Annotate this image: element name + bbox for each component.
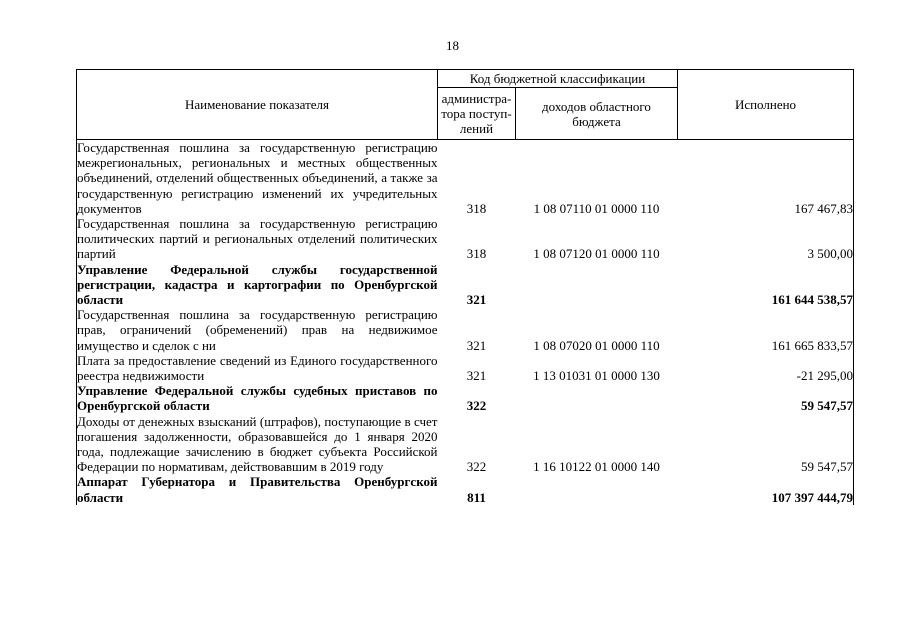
table-body <box>77 140 854 505</box>
row-code <box>516 262 678 308</box>
row-amount: 3 500,00 <box>678 216 854 262</box>
header-code: доходов областного бюджета <box>516 88 678 140</box>
header-amount: Исполнено <box>678 70 854 140</box>
row-code <box>516 383 678 413</box>
table-row <box>77 383 854 413</box>
table-row <box>77 140 854 217</box>
table-row <box>77 216 854 262</box>
table-row <box>77 474 854 504</box>
row-amount: 59 547,57 <box>678 414 854 475</box>
header-admin: администра-тора поступ-лений <box>438 88 516 140</box>
row-amount: 161 644 538,57 <box>678 262 854 308</box>
row-code <box>516 474 678 504</box>
row-admin: 321 <box>466 368 487 384</box>
row-name: Управление Федеральной службы государственной регистрации, кадастра и картографии по Оренбургской области <box>77 261 438 308</box>
row-amount: 107 397 444,79 <box>678 474 854 504</box>
row-admin: 318 <box>466 246 487 262</box>
table-row <box>77 307 854 353</box>
header-classification-group: Код бюджетной классификации <box>438 70 678 88</box>
row-code: 1 08 07020 01 0000 110 <box>533 337 660 353</box>
row-name: Аппарат Губернатора и Правительства Оренбургской области <box>77 474 438 505</box>
row-admin: 322 <box>466 398 487 414</box>
row-amount: 59 547,57 <box>678 383 854 413</box>
table-row <box>77 414 854 475</box>
row-admin: 322 <box>466 459 487 475</box>
row-code: 1 08 07110 01 0000 110 <box>533 200 660 216</box>
row-admin: 321 <box>466 337 487 353</box>
table-row <box>77 262 854 308</box>
row-admin: 811 <box>467 489 486 505</box>
row-name: Доходы от денежных взысканий (штрафов), поступающие в счет погашения задолженности, образовавшейся до 1 января 2020 года, подлежащие зачислению в бюджет субъекта Российской Федерации по нормативам, действовавшим в 2019 году <box>77 413 438 475</box>
row-name: Государственная пошлина за государственную регистрацию прав, ограничений (обременений) прав на недвижимое имущество и сделок с ни <box>77 307 438 353</box>
row-amount: 161 665 833,57 <box>678 307 854 353</box>
row-amount: -21 295,00 <box>678 353 854 383</box>
page-number: 18 <box>446 38 459 53</box>
row-code: 1 16 10122 01 0000 140 <box>533 459 660 475</box>
row-name: Государственная пошлина за государственную регистрацию политических партий и региональных отделений политических партий <box>77 216 438 262</box>
table-header <box>77 70 854 140</box>
header-name: Наименование показателя <box>77 70 438 140</box>
row-admin: 318 <box>466 200 487 216</box>
row-name: Плата за предоставление сведений из Единого государственного реестра недвижимости <box>77 352 438 384</box>
budget-table <box>76 69 854 505</box>
row-code: 1 13 01031 01 0000 130 <box>533 368 660 384</box>
row-code: 1 08 07120 01 0000 110 <box>533 246 660 262</box>
row-name: Управление Федеральной службы судебных приставов по Оренбургской области <box>77 383 438 414</box>
row-name: Государственная пошлина за государственную регистрацию межрегиональных, региональных и местных общественных объединений, отделений общественных объединений, а также за государственную регистрацию изменений их учредительных документов <box>77 140 438 216</box>
table-row <box>77 353 854 383</box>
row-amount: 167 467,83 <box>678 140 854 217</box>
row-admin: 321 <box>466 292 487 308</box>
